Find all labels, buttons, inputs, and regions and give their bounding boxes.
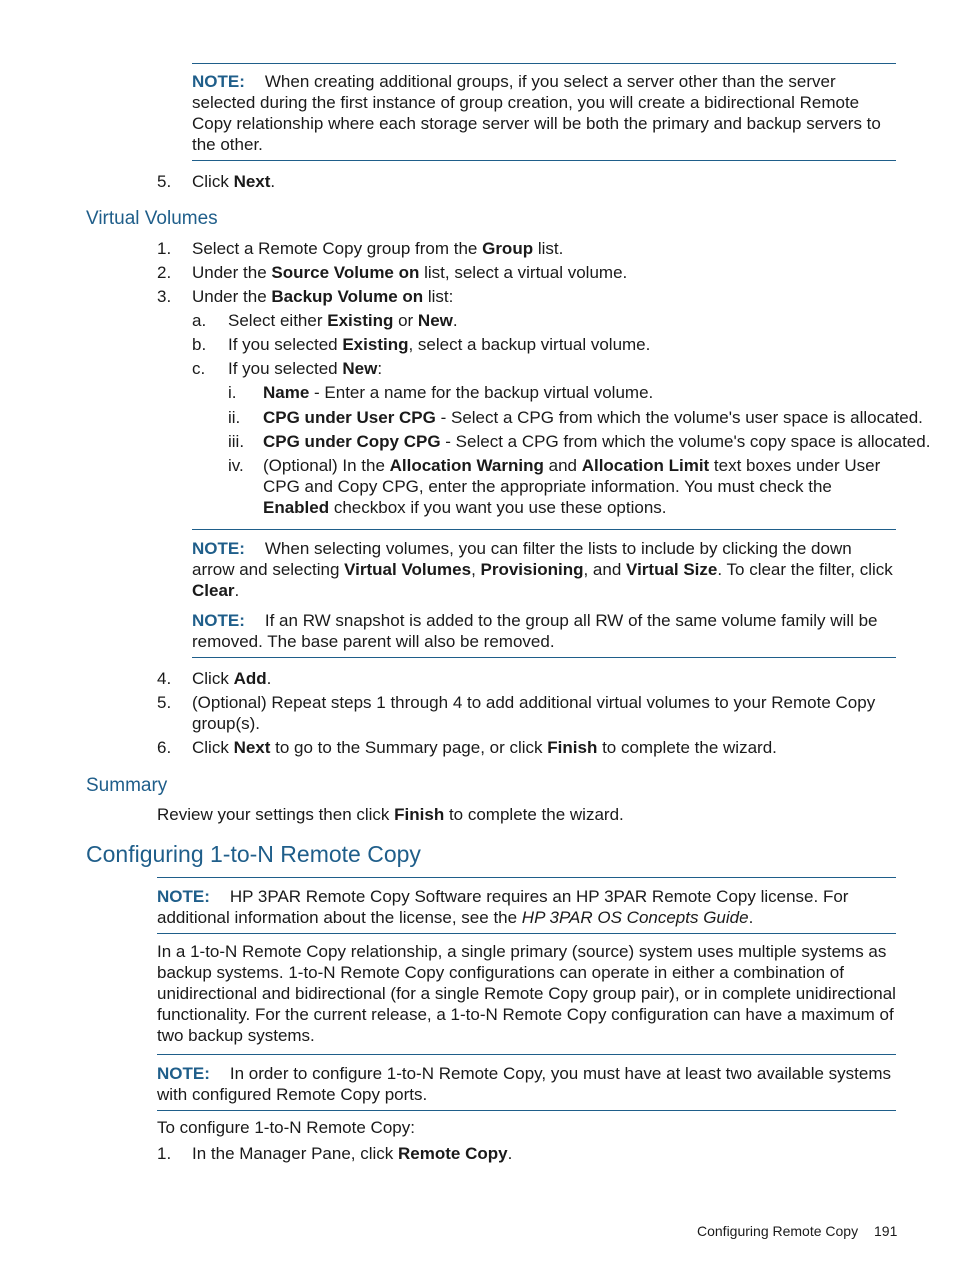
note-label: NOTE: [192,72,245,91]
section-heading: Summary [86,775,168,796]
section-heading: Virtual Volumes [86,208,218,229]
list-number: 6. [157,738,172,757]
list-item: 5. [157,172,172,191]
list-number: 5. [157,693,172,712]
list-number: c. [192,359,206,378]
list-number: 1. [157,1144,172,1163]
note-text: NOTE: HP 3PAR Remote Copy Software requires an HP 3PAR Remote Copy license. For additional information about the license, see the HP 3PAR OS Concepts Guide. [157,887,849,927]
note-box [157,1054,896,1111]
list-item: In the Manager Pane, click Remote Copy. [192,1144,513,1163]
note-text: NOTE: When creating additional groups, if you select a server other than the server selected during the first instance of group creation, you will create a bidirectional Remote Copy relationship where each storage server will be both the primary and backup servers to the other. [192,72,881,154]
list-item: Select a Remote Copy group from the Group list. [192,239,564,258]
footer-section: Configuring Remote Copy [697,1223,859,1239]
list-number: 2. [157,263,172,282]
list-item: Name - Enter a name for the backup virtual volume. [263,383,654,402]
list-number: i. [228,383,237,402]
list-item: Select either Existing or New. [228,311,458,330]
note-box [192,63,896,161]
list-number: iii. [228,432,245,451]
list-item-text: Click Next. [192,172,276,191]
note-label: NOTE: [157,887,210,906]
list-item: CPG under Copy CPG - Select a CPG from which the volume's copy space is allocated. [263,432,931,451]
note-label: NOTE: [157,1064,210,1083]
note-box [192,529,896,658]
list-number: a. [192,311,207,330]
list-number: 1. [157,239,172,258]
list-item: If you selected Existing, select a backup virtual volume. [228,335,651,354]
paragraph: Review your settings then click Finish to complete the wizard. [157,805,624,824]
list-item: Under the Backup Volume on list: [192,287,454,306]
note-box [157,877,896,934]
note-label: NOTE: [192,539,245,558]
list-number: 4. [157,669,172,688]
list-item: (Optional) Repeat steps 1 through 4 to add additional virtual volumes to your Remote Copy group(s). [192,693,876,733]
list-item: (Optional) In the Allocation Warning and Allocation Limit text boxes under User CPG and Copy CPG, enter the appropriate information. You must check the Enabled checkbox if you want you use these options. [263,456,881,517]
paragraph: To configure 1-to-N Remote Copy: [157,1118,415,1137]
note-text: NOTE: If an RW snapshot is added to the group all RW of the same volume family will be removed. The base parent will also be removed. [192,611,878,651]
note-label: NOTE: [192,611,245,630]
list-item: Click Add. [192,669,272,688]
list-number: ii. [228,408,241,427]
list-number: 3. [157,287,172,306]
list-item: Under the Source Volume on list, select a virtual volume. [192,263,628,282]
list-number: b. [192,335,207,354]
list-item: CPG under User CPG - Select a CPG from which the volume's user space is allocated. [263,408,923,427]
page-heading: Configuring 1-to-N Remote Copy [86,841,421,867]
list-number: iv. [228,456,244,475]
note-text: NOTE: In order to configure 1-to-N Remote Copy, you must have at least two available systems with configured Remote Copy ports. [157,1064,891,1104]
paragraph: In a 1-to-N Remote Copy relationship, a single primary (source) system uses multiple systems as backup systems. 1-to-N Remote Copy configurations can operate in either a combination of unidirectional and bidirectional (for a single Remote Copy group pair), or in complete unidirectional functionality. For the current release, a 1-to-N Remote Copy configuration can have a maximum of two backup systems. [157,942,896,1045]
page-number: 191 [874,1223,898,1239]
list-item: If you selected New: [228,359,383,378]
note-text: NOTE: When selecting volumes, you can filter the lists to include by clicking the down arrow and selecting Virtual Volumes, Provisioning, and Virtual Size. To clear the filter, click Clear. [192,539,893,600]
list-item: Click Next to go to the Summary page, or click Finish to complete the wizard. [192,738,777,757]
